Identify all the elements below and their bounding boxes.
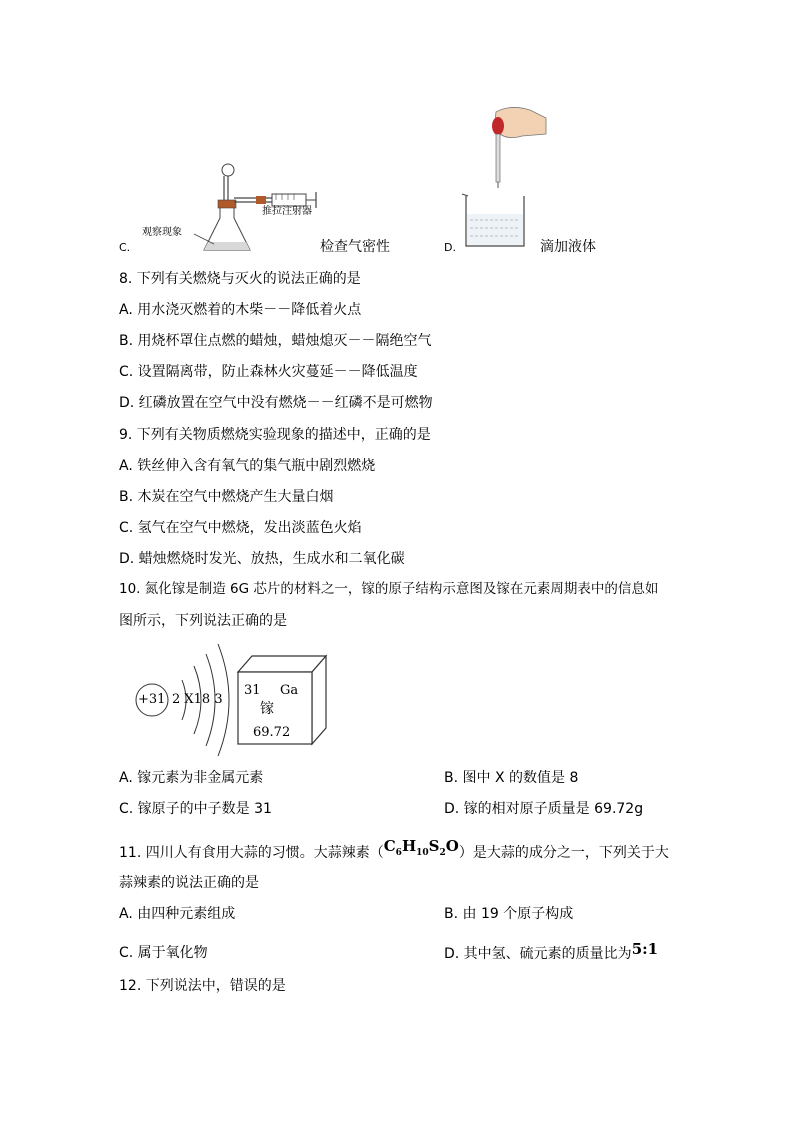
option-c-caption: 检查气密性	[320, 239, 390, 255]
q8-option-d: D. 红磷放置在空气中没有燃烧－－红磷不是可燃物	[119, 395, 433, 411]
q9-option-d: D. 蜡烛燃烧时发光、放热，生成水和二氧化碳	[119, 551, 405, 567]
observe-label: 观察现象	[142, 227, 182, 238]
q11-stem-pre: 11. 四川人有食用大蒜的习惯。大蒜辣素（	[119, 845, 384, 861]
q11-option-d	[444, 940, 659, 962]
dropper-beaker-figure	[460, 104, 550, 252]
element-name: 镓	[260, 701, 274, 717]
q10-option-d: D. 镓的相对原子质量是 69.72g	[444, 801, 644, 817]
q10-option-a: A. 镓元素为非金属元素	[119, 770, 264, 786]
q11-stem-post: ）是大蒜的成分之一，下列关于大	[458, 845, 669, 861]
q10-option-c: C. 镓原子的中子数是 31	[119, 801, 272, 817]
q11-option-b: B. 由 19 个原子构成	[444, 906, 574, 922]
allicin-formula: $C_6H_{10}S_2O$	[383, 837, 459, 858]
q8-option-a: A. 用水浇灭燃着的木柴－－降低着火点	[119, 302, 362, 318]
q10-stem-line2: 图所示，下列说法正确的是	[119, 613, 287, 629]
option-c-label: C.	[119, 241, 131, 254]
q10-option-b: B. 图中 X 的数值是 8	[444, 770, 579, 786]
option-d-label: D.	[444, 241, 456, 254]
q8-option-c: C. 设置隔离带，防止森林火灾蔓延－－降低温度	[119, 364, 418, 380]
q9-option-c: C. 氢气在空气中燃烧，发出淡蓝色火焰	[119, 520, 362, 536]
q11-option-c: C. 属于氧化物	[119, 945, 208, 961]
element-atomic-number: 31	[244, 683, 261, 698]
q9-option-b: B. 木炭在空气中燃烧产生大量白烟	[119, 489, 334, 505]
q10-stem-line1: 10. 氮化镓是制造 6G 芯片的材料之一，镓的原子结构示意图及镓在元素周期表中的信息如	[119, 581, 659, 597]
option-d-caption: 滴加液体	[540, 239, 596, 255]
q9-stem: 9. 下列有关物质燃烧实验现象的描述中，正确的是	[119, 427, 431, 443]
q11-option-a: A. 由四种元素组成	[119, 906, 236, 922]
element-atomic-mass: 69.72	[253, 725, 291, 740]
electron-shells: 2 X18 3	[172, 692, 223, 707]
q9-option-a: A. 铁丝伸入含有氧气的集气瓶中剧烈燃烧	[119, 458, 376, 474]
push-pull-syringe-label: 推拉注射器	[262, 206, 312, 217]
element-symbol: Ga	[280, 683, 299, 698]
mass-ratio: 5:1	[631, 940, 659, 958]
q8-stem: 8. 下列有关燃烧与灭火的说法正确的是	[119, 271, 361, 287]
q11-stem-line2: 蒜辣素的说法正确的是	[119, 875, 259, 891]
nucleus-charge: +31	[138, 692, 166, 707]
q12-stem: 12. 下列说法中，错误的是	[119, 978, 286, 994]
q11-option-d-text: D. 其中氢、硫元素的质量比为	[444, 946, 632, 962]
q8-option-b: B. 用烧杯罩住点燃的蜡烛，蜡烛熄灭－－隔绝空气	[119, 333, 432, 349]
q11-stem-line1	[119, 837, 669, 864]
